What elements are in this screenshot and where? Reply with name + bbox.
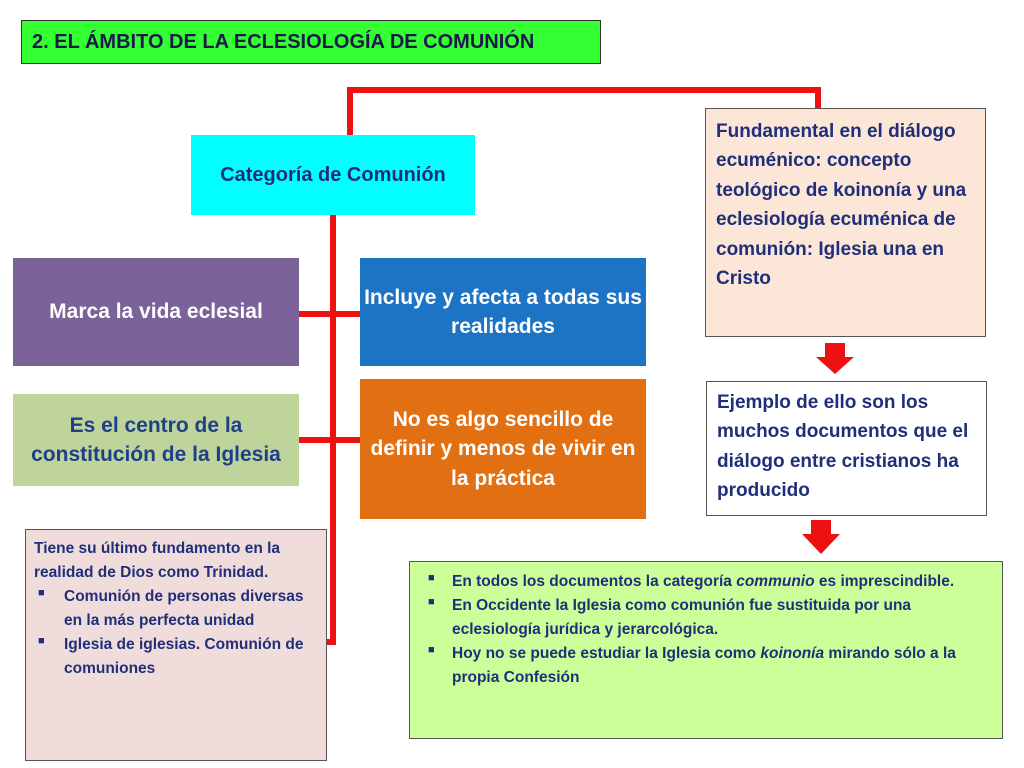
node-no-es-sencillo: No es algo sencillo de definir y menos de vivir en la práctica [360, 379, 646, 519]
item-text: es imprescindible. [814, 573, 955, 590]
list-item: ■ Iglesia de iglesias. Comunión de comuniones [34, 633, 318, 681]
tiene-list [34, 585, 318, 681]
list-item: ■ Comunión de personas diversas en la más perfecta unidad [34, 585, 318, 633]
node-fundamental-dialogo: Fundamental en el diálogo ecuménico: concepto teológico de koinonía y una eclesiología ecuménica de comunión: Iglesia una en Cristo [705, 108, 986, 337]
down-arrow-icon [802, 520, 840, 554]
item-text: En todos los documentos la categoría [452, 573, 737, 590]
list-item: ■ En Occidente la Iglesia como comunión fue sustituida por una eclesiología jurídica y jerarcológica. [422, 594, 990, 642]
tiene-intro: Tiene su último fundamento en la realidad de Dios como Trinidad. [34, 540, 281, 582]
node-documentos-list [409, 561, 1003, 739]
down-arrow-icon [816, 343, 854, 374]
node-categoria-comunion: Categoría de Comunión [191, 135, 475, 215]
list-item [422, 570, 990, 594]
node-centro-constitucion: Es el centro de la constitución de la Iglesia [13, 394, 299, 486]
documentos-list [422, 570, 990, 690]
node-marca-vida-eclesial: Marca la vida eclesial [13, 258, 299, 366]
item-text: mirando sólo a la propia Confesión [452, 645, 956, 687]
item-emphasis: communio [736, 573, 815, 590]
item-text: Hoy no se puede estudiar la Iglesia como [452, 645, 761, 663]
item-emphasis: koinonía [760, 645, 825, 663]
node-incluye-realidades: Incluye y afecta a todas sus realidades [360, 258, 646, 366]
list-item [422, 642, 990, 690]
node-ejemplo-documentos: Ejemplo de ello son los muchos documentos que el diálogo entre cristianos ha producido [706, 381, 987, 516]
page-title: 2. EL ÁMBITO DE LA ECLESIOLOGÍA DE COMUNIÓN [21, 20, 601, 64]
node-tiene-fundamento [25, 529, 327, 761]
